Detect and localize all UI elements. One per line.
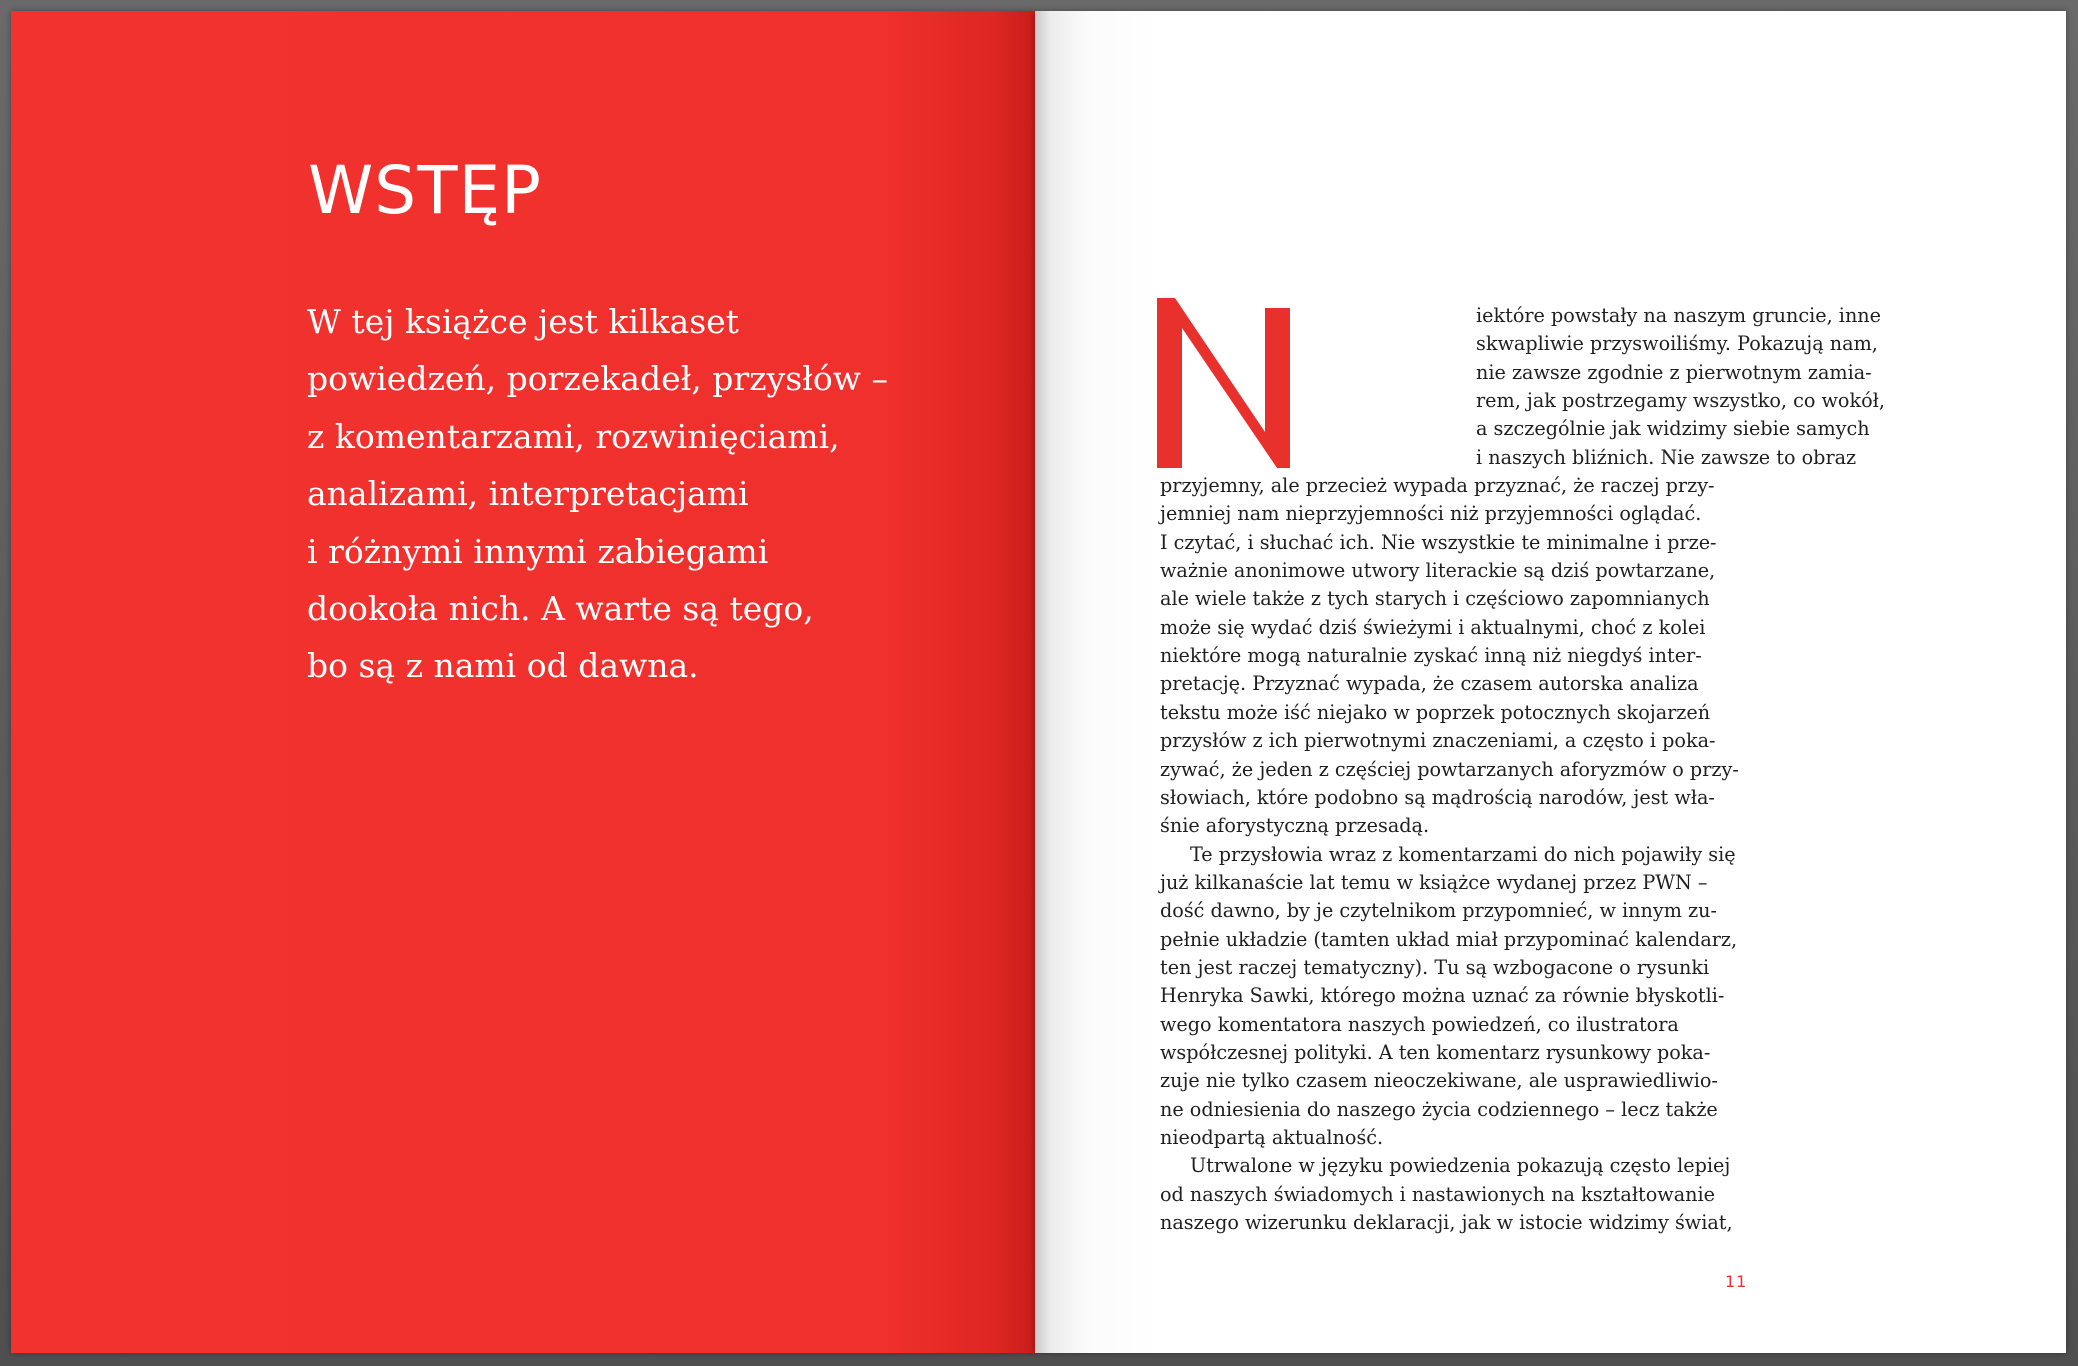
text-line: już kilkanaście lat temu w książce wydanej przez PWN – <box>1160 870 1708 894</box>
text-line: skwapliwie przyswoiliśmy. Pokazują nam, <box>1476 332 1878 356</box>
text-line: współczesnej polityki. A ten komentarz rysunkowy poka- <box>1160 1040 1711 1064</box>
text-line: rem, jak postrzegamy wszystko, co wokół, <box>1476 389 1885 413</box>
text-line: wego komentatora naszych powiedzeń, co ilustratora <box>1160 1012 1679 1036</box>
chapter-title: WSTĘP <box>308 152 542 229</box>
text-line: jemniej nam nieprzyjemności niż przyjemności oglądać. <box>1160 502 1702 526</box>
lead-line: dookoła nich. A warte są tego, <box>307 589 814 629</box>
text-line: pretację. Przyznać wypada, że czasem autorska analiza <box>1160 672 1699 696</box>
text-line: I czytać, i słuchać ich. Nie wszystkie te minimalne i prze- <box>1160 530 1717 554</box>
lead-line: i różnymi innymi zabiegami <box>307 531 769 571</box>
text-line: a szczególnie jak widzimy siebie samych <box>1476 417 1870 441</box>
text-line: dość dawno, by je czytelnikom przypomnieć, w innym zu- <box>1160 899 1717 923</box>
text-line: niektóre mogą naturalnie zyskać inną niż niegdyś inter- <box>1160 644 1702 668</box>
text-line: Utrwalone w języku powiedzenia pokazują często lepiej <box>1190 1154 1731 1178</box>
text-line: nie zawsze zgodnie z pierwotnym zamia- <box>1476 360 1872 384</box>
text-line: ne odniesienia do naszego życia codziennego – lecz także <box>1160 1097 1718 1121</box>
text-line: ważnie anonimowe utwory literackie są dziś powtarzane, <box>1160 559 1716 583</box>
text-line: przyjemny, ale przecież wypada przyznać, że raczej przy- <box>1160 474 1715 498</box>
text-line: ale wiele także z tych starych i częściowo zapomnianych <box>1160 587 1710 611</box>
text-line: zuje nie tylko czasem nieoczekiwane, ale usprawiedliwio- <box>1160 1069 1718 1093</box>
text-line: pełnie układzie (tamten układ miał przypominać kalendarz, <box>1160 927 1738 951</box>
text-line: tekstu może iść niejako w poprzek potocznych skojarzeń <box>1160 700 1711 724</box>
text-line: zywać, że jeden z częściej powtarzanych aforyzmów o przy- <box>1160 757 1739 781</box>
lead-line: z komentarzami, rozwinięciami, <box>307 416 840 456</box>
text-line: Henryka Sawki, którego można uznać za równie błyskotli- <box>1160 984 1725 1008</box>
text-line: śnie aforystyczną przesadą. <box>1160 814 1430 838</box>
text-line: przysłów z ich pierwotnymi znaczeniami, a często i poka- <box>1160 729 1716 753</box>
lead-line: powiedzeń, porzekadeł, przysłów – <box>307 359 888 399</box>
left-page <box>11 11 1035 1353</box>
lead-paragraph <box>307 293 947 695</box>
lead-line: bo są z nami od dawna. <box>307 646 699 686</box>
text-line: może się wydać dziś świeżymi i aktualnymi, choć z kolei <box>1160 615 1706 639</box>
lead-line: analizami, interpretacjami <box>307 474 749 514</box>
page-number: 11 <box>1725 1272 1748 1291</box>
text-line: Te przysłowia wraz z komentarzami do nich pojawiły się <box>1190 842 1736 866</box>
lead-line: W tej książce jest kilkaset <box>307 302 739 341</box>
text-line: iektóre powstały na naszym gruncie, inne <box>1476 304 1882 327</box>
text-line: od naszych świadomych i nastawionych na kształtowanie <box>1160 1182 1716 1206</box>
text-line: ten jest raczej tematyczny). Tu są wzbogacone o rysunki <box>1160 955 1710 979</box>
text-line: nieodpartą aktualność. <box>1160 1125 1384 1149</box>
text-line: naszego wizerunku deklaracji, jak w istocie widzimy świat, <box>1160 1211 1733 1234</box>
text-line: słowiach, które podobno są mądrością narodów, jest wła- <box>1160 785 1715 809</box>
text-line: i naszych bliźnich. Nie zawsze to obraz <box>1476 445 1857 469</box>
body-text <box>1160 302 1885 1237</box>
